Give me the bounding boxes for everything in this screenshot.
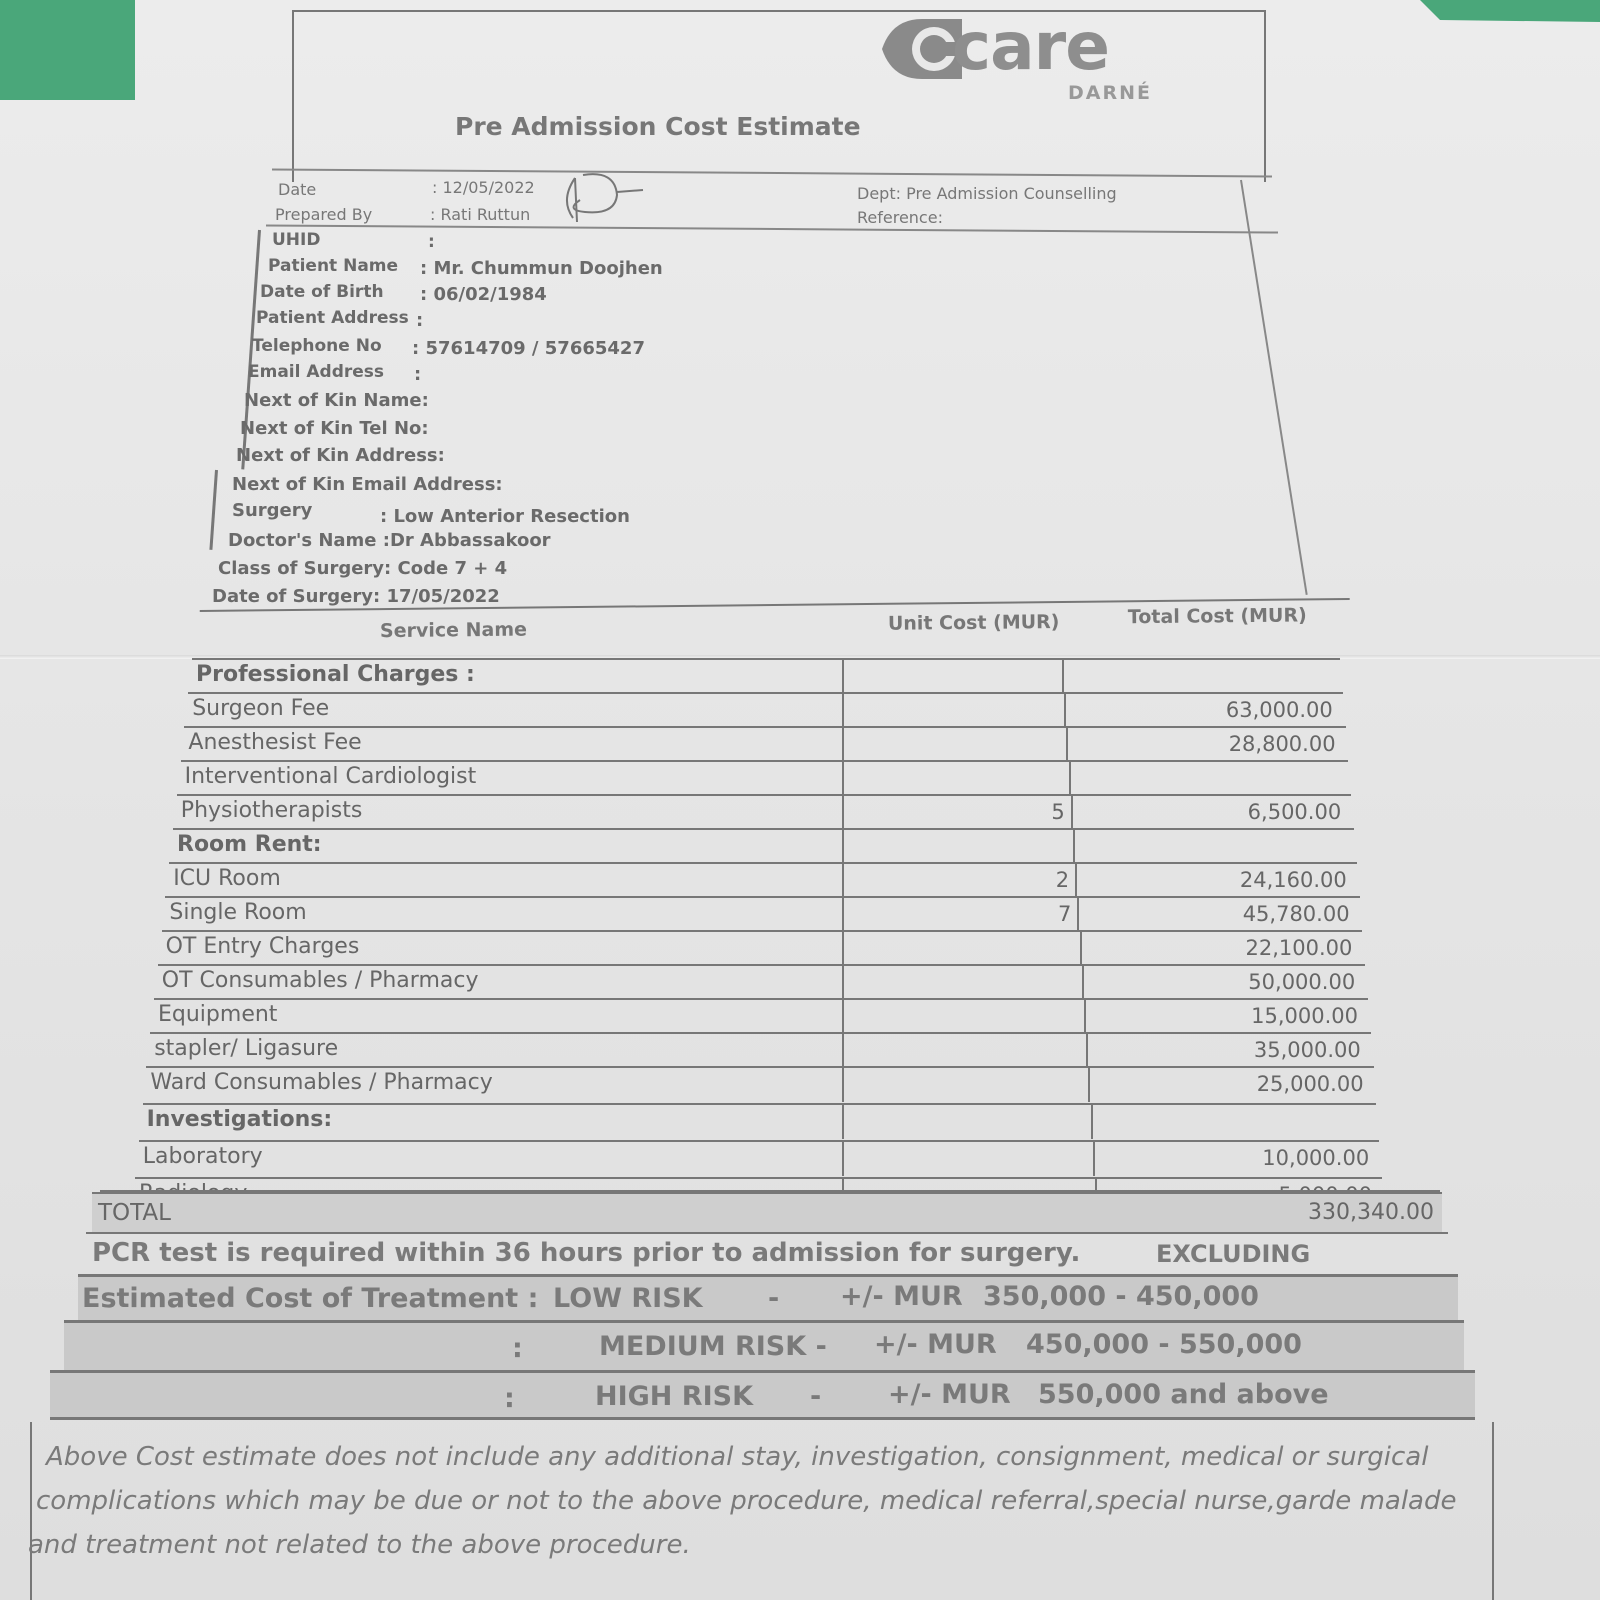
doctor-name: Doctor's Name :Dr Abbassakoor bbox=[228, 530, 551, 551]
service-name-cell: stapler/ Ligasure bbox=[154, 1036, 339, 1061]
header-unit-cost: Unit Cost (MUR) bbox=[887, 611, 1060, 635]
address-value: : bbox=[416, 310, 424, 331]
uhid-label: UHID bbox=[272, 230, 321, 250]
pcr-row bbox=[86, 1232, 1448, 1274]
email-label: Email Address bbox=[248, 362, 385, 382]
table-row bbox=[184, 726, 1345, 760]
column-separator bbox=[842, 762, 844, 796]
table-row bbox=[188, 692, 1343, 726]
care-logo-icon bbox=[862, 14, 962, 84]
disclaimer-line-3: and treatment not related to the above procedure. bbox=[28, 1530, 691, 1560]
total-cost-cell: 24,160.00 bbox=[1239, 868, 1347, 892]
logo-subtitle: DARNÉ bbox=[1068, 82, 1152, 104]
total-cost-cell: 25,000.00 bbox=[1256, 1072, 1364, 1096]
risk-high-range: 550,000 and above bbox=[1038, 1379, 1329, 1410]
risk-high-currency: +/- MUR bbox=[888, 1379, 1011, 1410]
column-separator bbox=[842, 1142, 844, 1176]
header-total-cost: Total Cost (MUR) bbox=[1127, 604, 1307, 629]
excluding-label: EXCLUDING bbox=[1156, 1240, 1311, 1268]
table-row bbox=[158, 964, 1365, 998]
disclaimer-line-1: Above Cost estimate does not include any additional stay, investigation, consignment, medical or surgical bbox=[46, 1442, 1429, 1472]
total-label: TOTAL bbox=[98, 1200, 171, 1226]
total-cost-cell: 28,800.00 bbox=[1228, 732, 1336, 756]
total-cost-cell: 35,000.00 bbox=[1253, 1038, 1361, 1062]
prepared-by-label: Prepared By bbox=[275, 205, 373, 224]
table-row bbox=[169, 862, 1357, 896]
service-name-cell: Surgeon Fee bbox=[192, 696, 330, 721]
surgery-label: Surgery bbox=[232, 500, 313, 521]
header-service-name: Service Name bbox=[379, 618, 528, 643]
prepared-by-value: : Rati Ruttun bbox=[430, 205, 531, 224]
column-separator bbox=[1084, 1000, 1086, 1034]
column-separator bbox=[1075, 864, 1077, 898]
service-name-cell: Interventional Cardiologist bbox=[184, 764, 477, 789]
column-separator bbox=[842, 660, 844, 694]
column-separator bbox=[1069, 762, 1071, 796]
document-title: Pre Admission Cost Estimate bbox=[455, 112, 861, 141]
table-row bbox=[139, 1140, 1379, 1174]
estimate-label: Estimated Cost of Treatment : bbox=[82, 1283, 539, 1314]
table-row bbox=[162, 930, 1363, 964]
total-cost-cell: 6,500.00 bbox=[1247, 800, 1342, 824]
column-separator bbox=[1077, 898, 1079, 932]
risk-low-dash: - bbox=[768, 1283, 780, 1314]
total-cost-cell: 10,000.00 bbox=[1262, 1146, 1370, 1170]
service-name-cell: ICU Room bbox=[173, 866, 281, 891]
surgery-value: : Low Anterior Resection bbox=[380, 506, 630, 527]
surgery-class: Class of Surgery: Code 7 + 4 bbox=[218, 558, 508, 579]
kin-email: Next of Kin Email Address: bbox=[232, 474, 503, 495]
column-separator bbox=[842, 1105, 844, 1139]
risk-high-level: HIGH RISK bbox=[595, 1381, 754, 1412]
service-name-cell: Investigations: bbox=[146, 1107, 333, 1132]
table-row bbox=[177, 794, 1351, 828]
brand-logo bbox=[862, 8, 1172, 104]
total-cost-cell: 15,000.00 bbox=[1251, 1004, 1358, 1028]
table-row bbox=[181, 760, 1349, 794]
kin-address: Next of Kin Address: bbox=[236, 445, 445, 466]
dob-value: : 06/02/1984 bbox=[420, 284, 547, 305]
table-row bbox=[173, 828, 1354, 862]
risk-low-level: LOW RISK bbox=[553, 1283, 703, 1314]
service-name-cell: Ward Consumables / Pharmacy bbox=[150, 1070, 493, 1095]
total-cost-cell: 50,000.00 bbox=[1248, 970, 1356, 994]
risk-medium-range: 450,000 - 550,000 bbox=[1026, 1329, 1302, 1360]
service-name-cell: OT Consumables / Pharmacy bbox=[161, 968, 479, 993]
reference: Reference: bbox=[857, 208, 943, 227]
risk-row-low bbox=[78, 1274, 1458, 1320]
service-name-cell: Equipment bbox=[158, 1002, 278, 1027]
column-separator bbox=[1064, 694, 1066, 728]
risk-low-range: 350,000 - 450,000 bbox=[983, 1281, 1259, 1312]
table-row bbox=[154, 998, 1368, 1032]
table-row bbox=[165, 896, 1359, 930]
column-separator bbox=[1086, 1034, 1088, 1068]
risk-medium-currency: +/- MUR bbox=[874, 1329, 997, 1360]
total-cost-cell: 22,100.00 bbox=[1245, 936, 1353, 960]
service-name-cell: Physiotherapists bbox=[180, 798, 363, 823]
table-row bbox=[143, 1103, 1377, 1137]
disclaimer-line-2: complications which may be due or not to the above procedure, medical referral,special nurse,garde malade bbox=[36, 1486, 1457, 1516]
risk-high-dash: - bbox=[810, 1381, 822, 1412]
date-label: Date bbox=[278, 180, 317, 199]
department: Dept: Pre Admission Counselling bbox=[857, 184, 1117, 203]
pcr-note: PCR test is required within 36 hours prior to admission for surgery. bbox=[92, 1238, 1081, 1268]
service-name-cell: OT Entry Charges bbox=[165, 934, 360, 959]
risk-medium-colon: : bbox=[512, 1333, 523, 1364]
dob-label: Date of Birth bbox=[260, 282, 384, 302]
column-separator bbox=[1082, 966, 1084, 1000]
column-separator bbox=[842, 966, 844, 1000]
logo-wordmark: care bbox=[952, 8, 1109, 85]
address-label: Patient Address bbox=[256, 308, 409, 328]
column-separator bbox=[842, 728, 844, 762]
risk-medium-level: MEDIUM RISK - bbox=[599, 1331, 827, 1362]
total-row bbox=[92, 1192, 1442, 1232]
column-separator bbox=[1093, 1142, 1095, 1176]
surgery-date: Date of Surgery: 17/05/2022 bbox=[212, 586, 500, 607]
service-name-cell: Laboratory bbox=[142, 1144, 263, 1169]
column-separator bbox=[842, 830, 844, 864]
column-separator bbox=[842, 694, 844, 728]
disclaimer-box bbox=[30, 1422, 1494, 1600]
total-cost-cell: 45,780.00 bbox=[1242, 902, 1350, 926]
telephone-value: : 57614709 / 57665427 bbox=[412, 338, 645, 359]
service-name-cell: Professional Charges : bbox=[196, 662, 475, 687]
unit-cost-cell: 2 bbox=[1055, 868, 1070, 892]
risk-row-high bbox=[50, 1370, 1475, 1420]
telephone-label: Telephone No bbox=[252, 336, 382, 356]
risk-row-medium bbox=[64, 1320, 1464, 1370]
date-value: : 12/05/2022 bbox=[432, 178, 535, 197]
kin-name: Next of Kin Name: bbox=[244, 390, 429, 411]
table-row bbox=[150, 1032, 1371, 1066]
table-row bbox=[146, 1066, 1373, 1100]
patient-name-label: Patient Name bbox=[268, 256, 399, 276]
uhid-value: : bbox=[428, 232, 435, 252]
patient-name-value: : Mr. Chummun Doojhen bbox=[420, 258, 663, 279]
column-separator bbox=[842, 932, 844, 966]
email-value: : bbox=[414, 364, 422, 385]
column-separator bbox=[1071, 796, 1073, 830]
table-row bbox=[192, 658, 1340, 692]
kin-tel: Next of Kin Tel No: bbox=[240, 418, 429, 439]
total-value: 330,340.00 bbox=[1308, 1200, 1434, 1225]
signature-icon bbox=[555, 170, 645, 230]
column-separator bbox=[842, 1034, 844, 1068]
service-name-cell: Single Room bbox=[169, 900, 307, 925]
column-separator bbox=[1062, 660, 1064, 694]
column-separator bbox=[842, 1000, 844, 1034]
column-separator bbox=[1066, 728, 1068, 762]
risk-high-colon: : bbox=[504, 1383, 515, 1414]
column-separator bbox=[842, 1068, 844, 1102]
unit-cost-cell: 7 bbox=[1058, 902, 1072, 926]
column-separator bbox=[1091, 1105, 1093, 1139]
unit-cost-cell: 5 bbox=[1051, 800, 1065, 824]
column-separator bbox=[1088, 1068, 1090, 1102]
risk-low-currency: +/- MUR bbox=[840, 1281, 963, 1312]
service-name-cell: Anesthesist Fee bbox=[188, 730, 362, 755]
total-cost-cell: 63,000.00 bbox=[1225, 698, 1333, 722]
column-separator bbox=[1073, 830, 1075, 864]
service-name-cell: Room Rent: bbox=[177, 832, 322, 857]
column-separator bbox=[1080, 932, 1082, 966]
